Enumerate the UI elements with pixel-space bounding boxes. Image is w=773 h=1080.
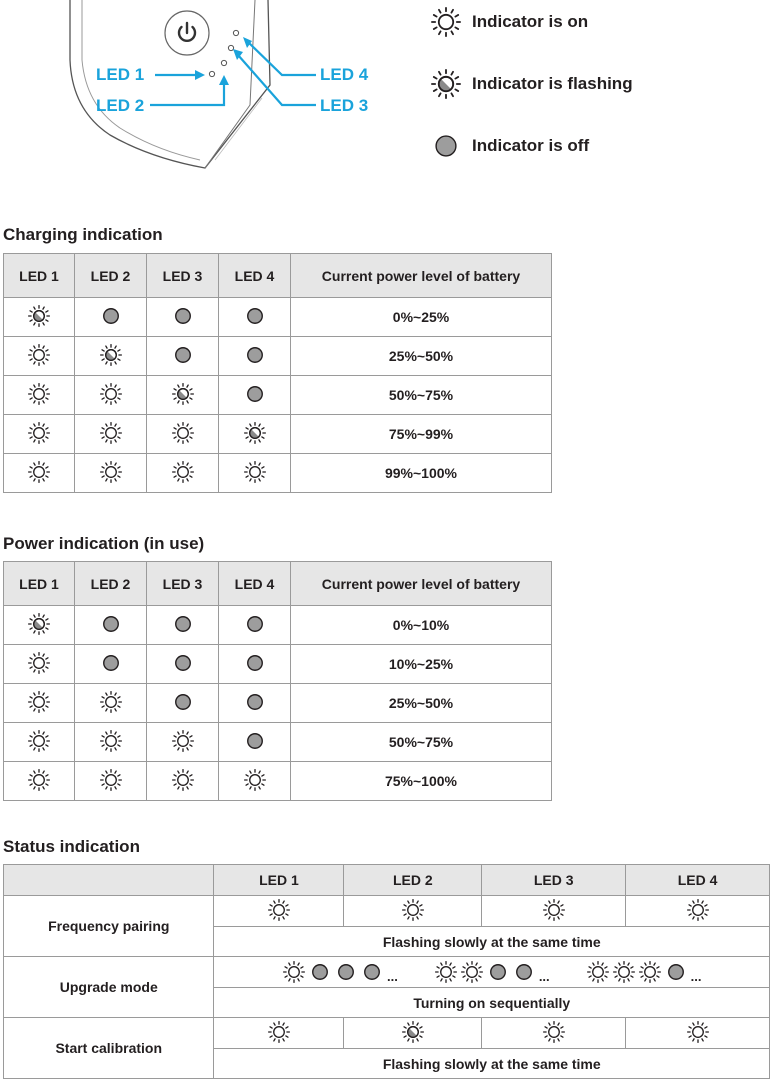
start-calibration-label: Start calibration bbox=[4, 1018, 214, 1079]
led-state-icon bbox=[243, 612, 267, 636]
indicator-off-icon bbox=[428, 128, 464, 164]
led-state-icon bbox=[586, 960, 610, 984]
led-state-icon bbox=[243, 690, 267, 714]
table-row bbox=[4, 376, 552, 415]
device-diagram bbox=[0, 0, 773, 200]
led-state-icon bbox=[99, 729, 123, 753]
led-state-icon bbox=[27, 343, 51, 367]
led-state-icon bbox=[243, 651, 267, 675]
led-state-icon bbox=[171, 768, 195, 792]
header-led1: LED 1 bbox=[4, 562, 75, 606]
led-state-icon bbox=[664, 960, 688, 984]
upgrade-mode-label: Upgrade mode bbox=[4, 957, 214, 1018]
led-state-icon bbox=[27, 690, 51, 714]
legend-on-label: Indicator is on bbox=[472, 12, 589, 31]
led-state-icon bbox=[99, 304, 123, 328]
led-state-icon bbox=[27, 421, 51, 445]
header-led4: LED 4 bbox=[626, 865, 770, 896]
led-state-icon bbox=[99, 382, 123, 406]
frequency-pairing-description: Flashing slowly at the same time bbox=[214, 927, 770, 957]
led-state-icon bbox=[460, 960, 484, 984]
upgrade-step-3 bbox=[586, 960, 702, 984]
led-state-icon bbox=[27, 768, 51, 792]
led-state-icon bbox=[99, 768, 123, 792]
ellipsis: ... bbox=[538, 969, 550, 984]
header-led3: LED 3 bbox=[147, 254, 219, 298]
frequency-pairing-label: Frequency pairing bbox=[4, 896, 214, 957]
led4-label: LED 4 bbox=[320, 65, 369, 84]
header-led3: LED 3 bbox=[482, 865, 626, 896]
upgrade-mode-description: Turning on sequentially bbox=[214, 988, 770, 1018]
header-power-level: Current power level of battery bbox=[291, 254, 552, 298]
led-state-icon bbox=[542, 898, 566, 922]
legend-on bbox=[428, 4, 588, 40]
power-level: 75%~100% bbox=[291, 762, 552, 801]
led-state-icon bbox=[27, 382, 51, 406]
led-state-icon bbox=[171, 729, 195, 753]
header-led4: LED 4 bbox=[219, 254, 291, 298]
led-state-icon bbox=[334, 960, 358, 984]
led-state-icon bbox=[401, 1020, 425, 1044]
ellipsis: ... bbox=[386, 969, 398, 984]
led-state-icon bbox=[27, 651, 51, 675]
legend-off bbox=[428, 128, 589, 164]
led-state-icon bbox=[171, 304, 195, 328]
led-state-icon bbox=[171, 460, 195, 484]
power-level: 0%~10% bbox=[291, 606, 552, 645]
led-state-icon bbox=[171, 421, 195, 445]
header-led2: LED 2 bbox=[344, 865, 482, 896]
led-state-icon bbox=[686, 1020, 710, 1044]
power-level: 75%~99% bbox=[291, 415, 552, 454]
led-state-icon bbox=[27, 304, 51, 328]
power-level: 99%~100% bbox=[291, 454, 552, 493]
led-state-icon bbox=[512, 960, 536, 984]
led-state-icon bbox=[27, 460, 51, 484]
led-state-icon bbox=[99, 651, 123, 675]
led-state-icon bbox=[171, 382, 195, 406]
legend-flashing bbox=[428, 66, 633, 102]
power-table bbox=[3, 561, 552, 801]
led-state-icon bbox=[638, 960, 662, 984]
legend-off-label: Indicator is off bbox=[472, 136, 590, 155]
led-state-icon bbox=[434, 960, 458, 984]
header-power-level: Current power level of battery bbox=[291, 562, 552, 606]
table-row bbox=[4, 415, 552, 454]
led-state-icon bbox=[99, 460, 123, 484]
power-level: 25%~50% bbox=[291, 684, 552, 723]
ellipsis: ... bbox=[690, 969, 702, 984]
led-state-icon bbox=[243, 768, 267, 792]
status-table bbox=[3, 864, 770, 1079]
header-empty bbox=[4, 865, 214, 896]
header-led4: LED 4 bbox=[219, 562, 291, 606]
table-row bbox=[4, 684, 552, 723]
led-state-icon bbox=[542, 1020, 566, 1044]
power-level: 0%~25% bbox=[291, 298, 552, 337]
led-state-icon bbox=[27, 729, 51, 753]
power-button bbox=[165, 11, 209, 55]
table-row bbox=[4, 337, 552, 376]
led-state-icon bbox=[243, 382, 267, 406]
table-row bbox=[4, 606, 552, 645]
charging-title: Charging indication bbox=[3, 225, 163, 244]
indicator-flashing-icon bbox=[428, 66, 464, 102]
table-row bbox=[4, 723, 552, 762]
led-state-icon bbox=[612, 960, 636, 984]
power-level: 10%~25% bbox=[291, 645, 552, 684]
status-title: Status indication bbox=[3, 837, 140, 856]
table-row bbox=[4, 454, 552, 493]
led-state-icon bbox=[243, 460, 267, 484]
table-header-row bbox=[4, 562, 552, 606]
table-row bbox=[4, 957, 770, 988]
led-state-icon bbox=[308, 960, 332, 984]
power-rows bbox=[4, 606, 552, 801]
led-state-icon bbox=[99, 421, 123, 445]
power-level: 50%~75% bbox=[291, 723, 552, 762]
power-title: Power indication (in use) bbox=[3, 534, 205, 553]
led3-label: LED 3 bbox=[320, 96, 369, 115]
legend-flashing-label: Indicator is flashing bbox=[472, 74, 633, 93]
upgrade-sequence bbox=[214, 957, 770, 988]
led-state-icon bbox=[171, 612, 195, 636]
led-state-icon bbox=[27, 612, 51, 636]
header-led3: LED 3 bbox=[147, 562, 219, 606]
led-state-icon bbox=[267, 1020, 291, 1044]
led-state-icon bbox=[171, 343, 195, 367]
indicator-on-icon bbox=[428, 4, 464, 40]
led-state-icon bbox=[243, 304, 267, 328]
led-state-icon bbox=[243, 421, 267, 445]
led-state-icon bbox=[401, 898, 425, 922]
table-row bbox=[4, 1018, 770, 1049]
led-state-icon bbox=[243, 729, 267, 753]
charging-table bbox=[3, 253, 552, 493]
led-state-icon bbox=[686, 898, 710, 922]
led-state-icon bbox=[99, 343, 123, 367]
power-level: 25%~50% bbox=[291, 337, 552, 376]
led-state-icon bbox=[171, 651, 195, 675]
header-led1: LED 1 bbox=[214, 865, 344, 896]
led-state-icon bbox=[99, 690, 123, 714]
table-header-row bbox=[4, 254, 552, 298]
header-led1: LED 1 bbox=[4, 254, 75, 298]
led-state-icon bbox=[282, 960, 306, 984]
table-row bbox=[4, 645, 552, 684]
table-header-row bbox=[4, 865, 770, 896]
table-row bbox=[4, 762, 552, 801]
led-state-icon bbox=[360, 960, 384, 984]
led2-label: LED 2 bbox=[96, 96, 145, 115]
header-led2: LED 2 bbox=[75, 562, 147, 606]
start-calibration-description: Flashing slowly at the same time bbox=[214, 1049, 770, 1079]
led-state-icon bbox=[99, 612, 123, 636]
led1-label: LED 1 bbox=[96, 65, 145, 84]
table-row bbox=[4, 896, 770, 927]
led-state-icon bbox=[486, 960, 510, 984]
power-level: 50%~75% bbox=[291, 376, 552, 415]
led-state-icon bbox=[171, 690, 195, 714]
led-state-icon bbox=[267, 898, 291, 922]
table-row bbox=[4, 298, 552, 337]
upgrade-step-2 bbox=[434, 960, 550, 984]
header-led2: LED 2 bbox=[75, 254, 147, 298]
upgrade-step-1 bbox=[282, 960, 398, 984]
led-state-icon bbox=[243, 343, 267, 367]
charging-rows bbox=[4, 298, 552, 493]
